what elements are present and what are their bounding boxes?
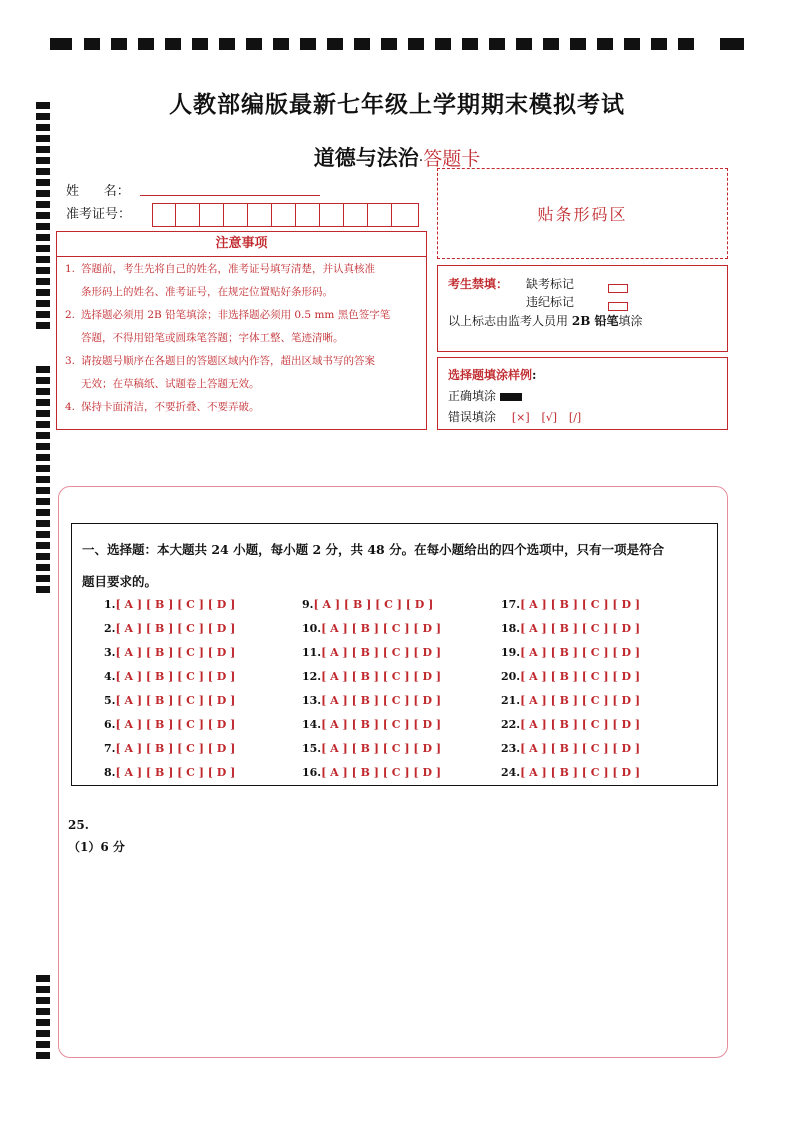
mc-question-number: 1. (104, 598, 116, 611)
mc-question-number: 16. (302, 766, 322, 779)
mc-instructions: 一、选择题：本大题共 24 小题，每小题 2 分，共 48 分。在每小题给出的四个选项中，只有一项是符合 题目要求的。 (82, 542, 665, 589)
mc-question-row[interactable] (302, 670, 441, 683)
mc-question-row[interactable] (501, 646, 640, 659)
correct-fill: 正确填涂 (448, 387, 522, 404)
fill-sample-box (437, 357, 728, 430)
id-label: 准考证号： (66, 207, 132, 222)
mc-answer-options[interactable]: [ A ] [ B ] [ C ] [ D ] (520, 598, 641, 611)
mc-question-number: 5. (104, 694, 116, 707)
mc-answer-options[interactable]: [ A ] [ B ] [ C ] [ D ] (321, 694, 442, 707)
mc-question-row[interactable] (302, 622, 441, 635)
mc-answer-options[interactable]: [ A ] [ B ] [ C ] [ D ] (321, 766, 442, 779)
notice-item: 2. 选择题必须用 2B 铅笔填涂；非选择题必须用 0.5 mm 黑色签字笔 答题，不得用铅笔或圆珠笔答题；字体工整、笔迹清晰。 (65, 309, 391, 344)
mc-question-number: 14. (302, 718, 322, 731)
mc-question-number: 9. (302, 598, 314, 611)
mc-question-number: 15. (302, 742, 322, 755)
question-25-number: 25. (68, 818, 89, 832)
mc-question-number: 10. (302, 622, 322, 635)
mc-answer-options[interactable]: [ A ] [ B ] [ C ] [ D ] (321, 646, 442, 659)
card-label: 答题卡 (423, 148, 481, 170)
id-number-boxes[interactable] (152, 203, 419, 227)
mc-answer-options[interactable]: [ A ] [ B ] [ C ] [ D ] (520, 694, 641, 707)
mc-question-number: 6. (104, 718, 116, 731)
mc-question-row[interactable] (501, 718, 640, 731)
examiner-only-box (437, 265, 728, 352)
forbid-note: 以上标志由监考人员用 2B 铅笔填涂 (448, 314, 643, 328)
mc-question-row[interactable] (104, 646, 235, 659)
mc-question-number: 11. (302, 646, 322, 659)
mc-answer-options[interactable]: [ A ] [ B ] [ C ] [ D ] (115, 718, 236, 731)
mc-question-row[interactable] (501, 622, 640, 635)
mc-question-row[interactable] (302, 718, 441, 731)
absent-mark-box[interactable] (608, 278, 628, 297)
mc-answer-options[interactable]: [ A ] [ B ] [ C ] [ D ] (321, 718, 442, 731)
id-digit-box[interactable] (368, 203, 392, 227)
notice-title: 注意事项 (57, 232, 426, 257)
subtitle-separator: · (418, 153, 424, 169)
mc-question-row[interactable] (501, 766, 640, 779)
mc-question-number: 18. (501, 622, 521, 635)
mc-answer-options[interactable]: [ A ] [ B ] [ C ] [ D ] (321, 622, 442, 635)
mc-question-row[interactable] (104, 694, 235, 707)
wrong-mark-check: [√] (541, 411, 558, 424)
mc-answer-options[interactable]: [ A ] [ B ] [ C ] [ D ] (313, 598, 434, 611)
mc-question-row[interactable] (104, 598, 235, 611)
mc-answer-options[interactable]: [ A ] [ B ] [ C ] [ D ] (520, 670, 641, 683)
mc-question-number: 17. (501, 598, 521, 611)
notice-item: 3. 请按题号顺序在各题目的答题区域内作答，超出区域书写的答案 无效；在草稿纸、试题卷上答题无效。 (65, 355, 375, 390)
mc-question-row[interactable] (104, 742, 235, 755)
name-label: 姓 名： (66, 184, 130, 199)
mc-question-number: 2. (104, 622, 116, 635)
mc-answer-options[interactable]: [ A ] [ B ] [ C ] [ D ] (115, 742, 236, 755)
subject-title: 道德与法治 (313, 146, 419, 170)
notice-item: 1. 答题前，考生先将自己的姓名，准考证号填写清楚，并认真核准 条形码上的姓名、准考证号，在规定位置贴好条形码。 (65, 263, 375, 298)
mc-answer-options[interactable]: [ A ] [ B ] [ C ] [ D ] (520, 646, 641, 659)
mc-answer-options[interactable]: [ A ] [ B ] [ C ] [ D ] (115, 694, 236, 707)
id-digit-box[interactable] (248, 203, 272, 227)
wrong-fill: 错误填涂 [×] [√] [/] (448, 410, 582, 424)
mc-question-row[interactable] (104, 718, 235, 731)
id-digit-box[interactable] (272, 203, 296, 227)
notice-item: 4. 保持卡面清洁，不要折叠、不要弄破。 (65, 401, 260, 413)
wrong-mark-slash: [/] (568, 411, 582, 424)
mc-question-number: 13. (302, 694, 322, 707)
absent-mark-label: 缺考标记 (526, 277, 575, 291)
mc-question-number: 12. (302, 670, 322, 683)
mc-question-row[interactable] (104, 766, 235, 779)
mc-question-number: 21. (501, 694, 521, 707)
page-title: 人教部编版最新七年级上学期期末模拟考试 (169, 92, 625, 118)
wrong-mark-cross: [×] (511, 411, 530, 424)
cheat-mark-label: 违纪标记 (526, 295, 575, 309)
mc-answer-options[interactable]: [ A ] [ B ] [ C ] [ D ] (520, 622, 641, 635)
mc-question-row[interactable] (302, 646, 441, 659)
mc-question-number: 24. (501, 766, 521, 779)
mc-question-number: 19. (501, 646, 521, 659)
mc-answer-options[interactable]: [ A ] [ B ] [ C ] [ D ] (321, 742, 442, 755)
mc-question-row[interactable] (302, 598, 433, 611)
mc-question-number: 7. (104, 742, 116, 755)
mc-question-row[interactable] (302, 766, 441, 779)
mc-question-row[interactable] (302, 694, 441, 707)
barcode-area[interactable]: 贴条形码区 (437, 168, 728, 259)
mc-question-row[interactable] (302, 742, 441, 755)
id-digit-box[interactable] (176, 203, 200, 227)
mc-answer-options[interactable]: [ A ] [ B ] [ C ] [ D ] (115, 766, 236, 779)
mc-answer-options[interactable]: [ A ] [ B ] [ C ] [ D ] (115, 670, 236, 683)
mc-question-number: 8. (104, 766, 116, 779)
mc-question-number: 23. (501, 742, 521, 755)
mc-question-row[interactable] (501, 694, 640, 707)
mc-question-number: 4. (104, 670, 116, 683)
id-digit-box[interactable] (344, 203, 368, 227)
mc-answer-options[interactable]: [ A ] [ B ] [ C ] [ D ] (520, 766, 641, 779)
id-digit-box[interactable] (320, 203, 344, 227)
id-digit-box[interactable] (392, 203, 419, 227)
mc-question-number: 20. (501, 670, 521, 683)
id-digit-box[interactable] (296, 203, 320, 227)
name-field[interactable] (140, 194, 320, 196)
mc-answer-options[interactable]: [ A ] [ B ] [ C ] [ D ] (115, 646, 236, 659)
mc-question-row[interactable] (104, 670, 235, 683)
id-digit-box[interactable] (152, 203, 176, 227)
id-digit-box[interactable] (224, 203, 248, 227)
mc-question-row[interactable] (501, 598, 640, 611)
question-25-part-1: （1）6 分 (68, 840, 125, 854)
fill-sample-title: 选择题填涂样例: (448, 368, 537, 382)
mc-answer-options[interactable]: [ A ] [ B ] [ C ] [ D ] (520, 718, 641, 731)
mc-question-row[interactable] (501, 742, 640, 755)
mc-question-number: 3. (104, 646, 116, 659)
mc-answer-options[interactable]: [ A ] [ B ] [ C ] [ D ] (520, 742, 641, 755)
mc-question-row[interactable] (104, 622, 235, 635)
mc-answer-options[interactable]: [ A ] [ B ] [ C ] [ D ] (115, 598, 236, 611)
mc-question-number: 22. (501, 718, 521, 731)
mc-answer-options[interactable]: [ A ] [ B ] [ C ] [ D ] (321, 670, 442, 683)
mc-question-row[interactable] (501, 670, 640, 683)
correct-fill-mark (500, 393, 522, 401)
forbid-label: 考生禁填： (448, 277, 509, 291)
id-digit-box[interactable] (200, 203, 224, 227)
notice-box (56, 231, 427, 430)
mc-answer-options[interactable]: [ A ] [ B ] [ C ] [ D ] (115, 622, 236, 635)
